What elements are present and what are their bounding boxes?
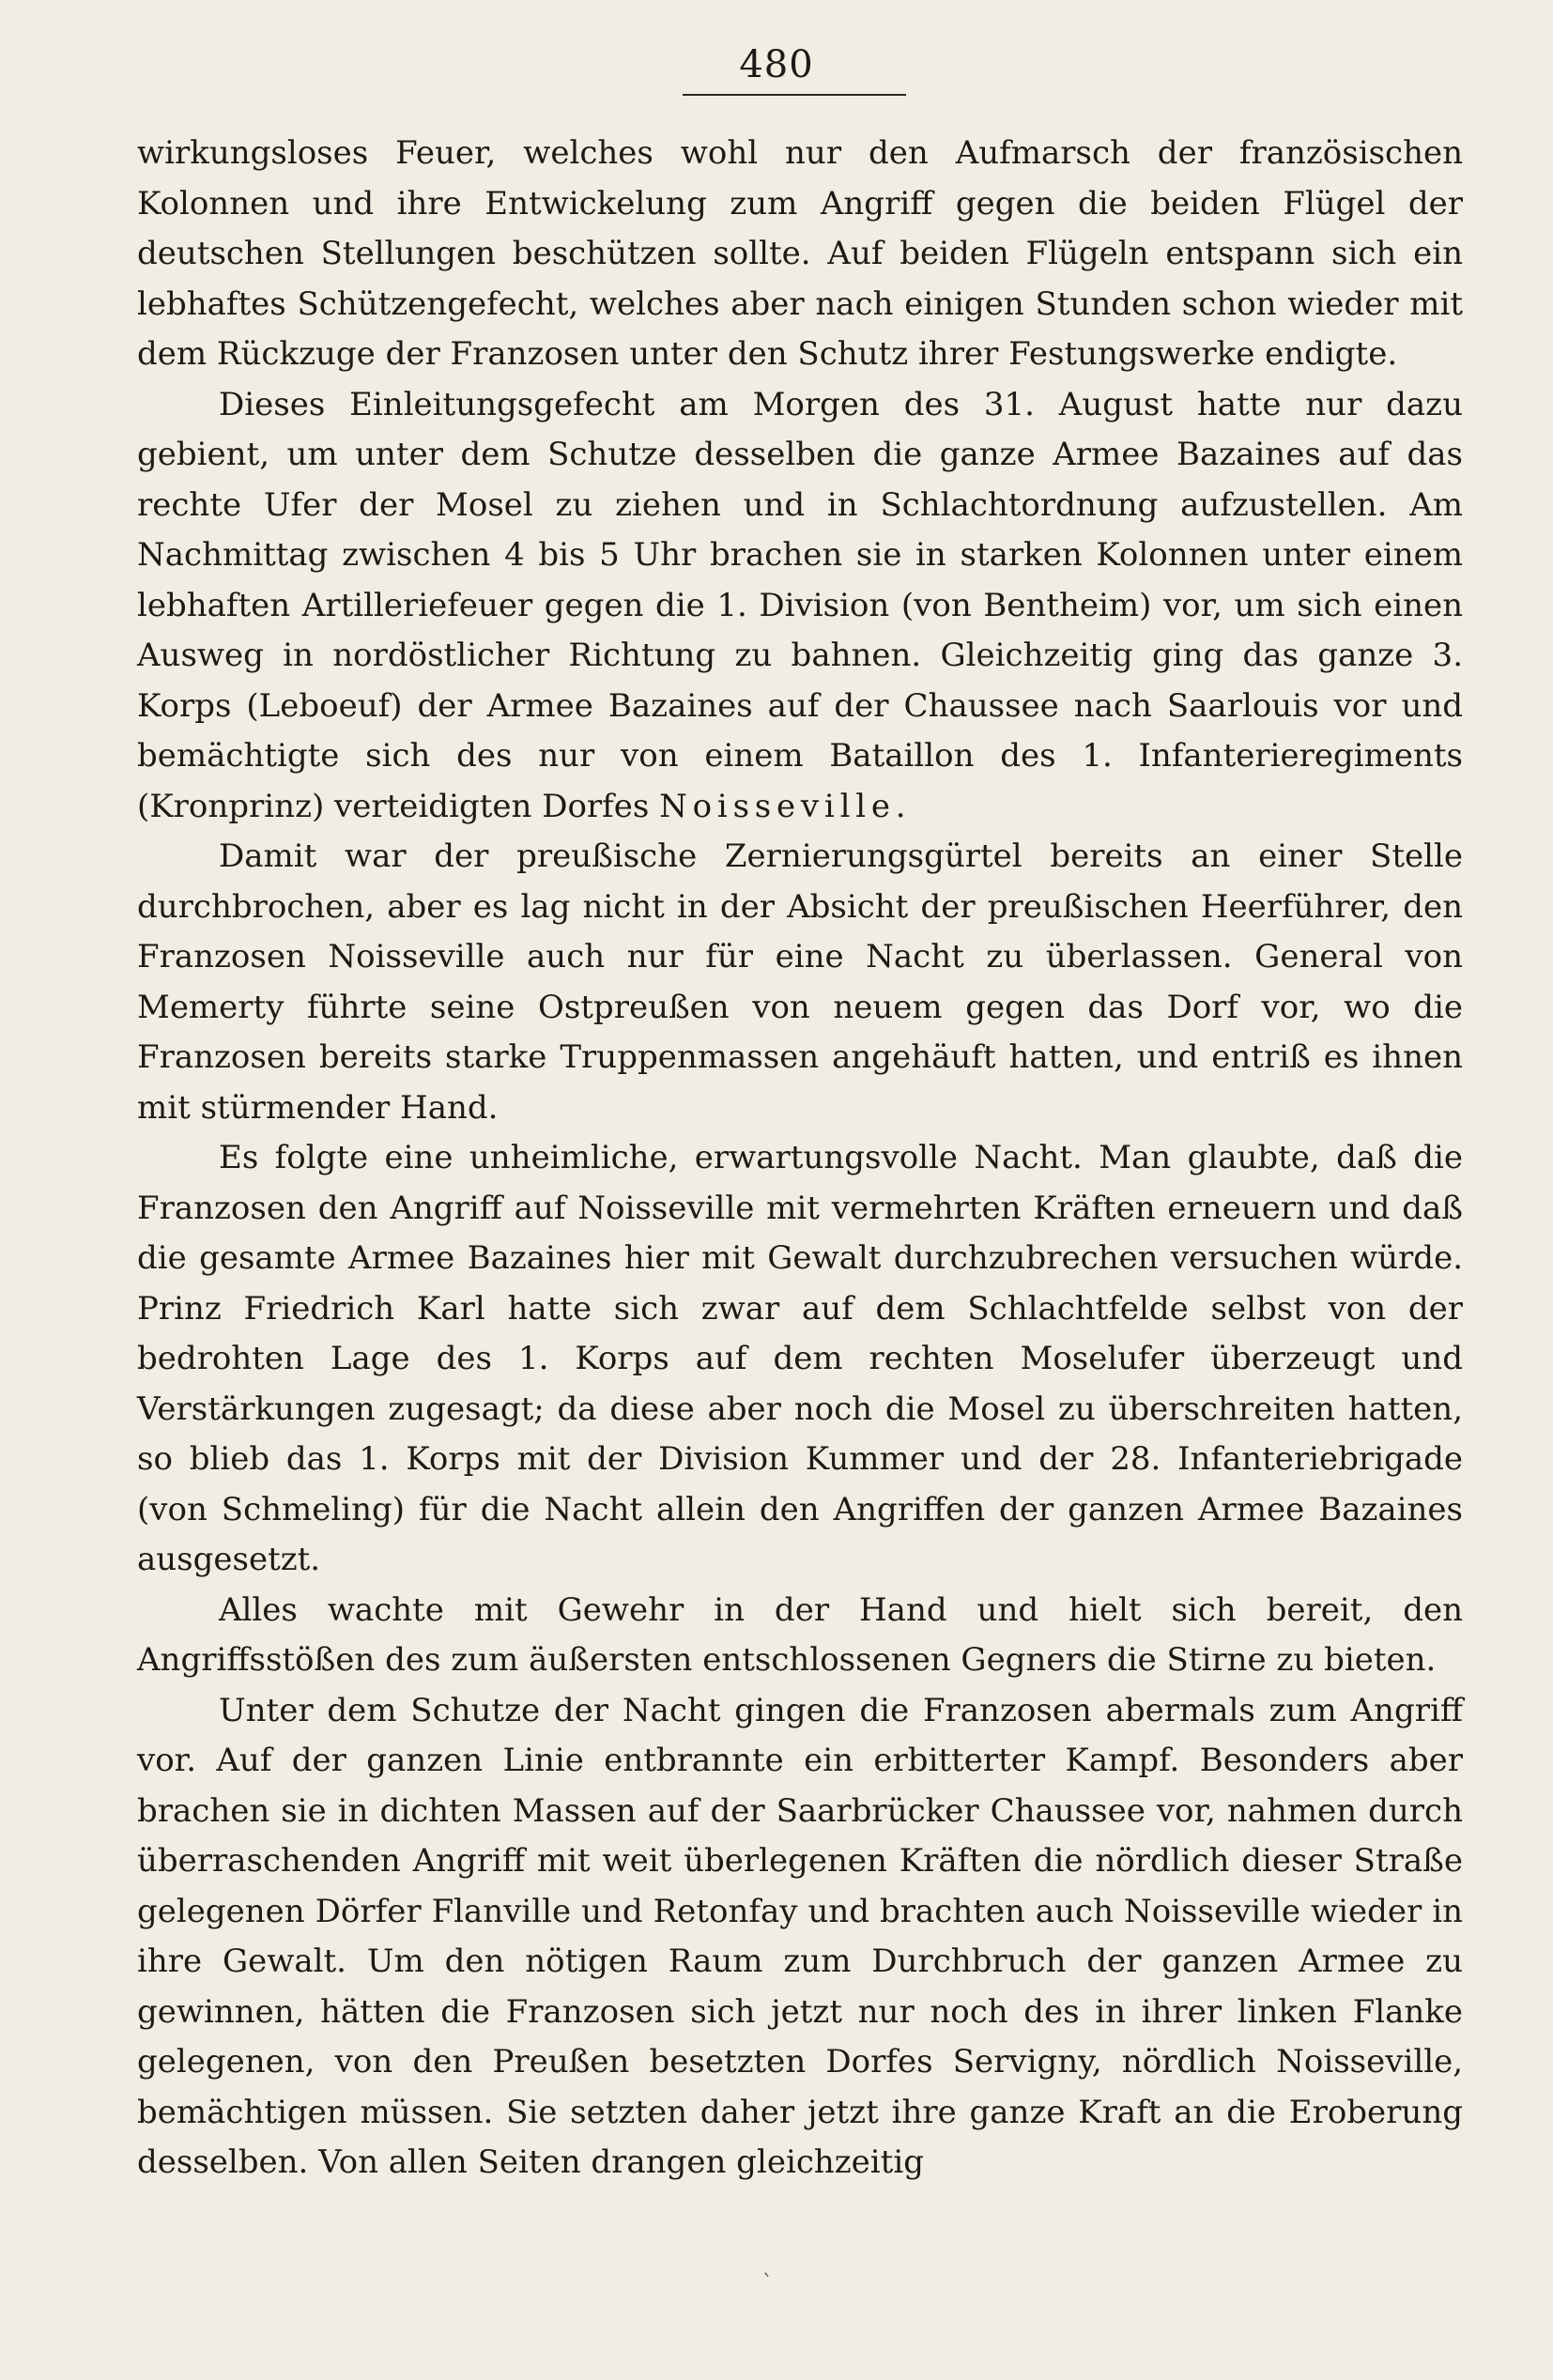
page-number: 480 — [739, 43, 814, 86]
paragraph-2 — [137, 380, 1463, 833]
paragraph-3: Damit war der preußische Zernierungsgürtel bereits an einer Stelle durchbrochen, aber es lag nicht in der Absicht der preußischen Heerführer, den Franzosen Noisseville auch nur für eine Nacht zu überlassen. General von Memerty führte seine Ostpreußen von neuem gegen das Dorf vor, wo die Franzosen bereits starke Truppenmassen angehäuft hatten, und entriß es ihnen mit stürmender Hand. — [137, 837, 1463, 1127]
body-text — [137, 129, 1463, 2188]
paragraph-2-text: Dieses Einleitungsgefecht am Morgen des 31. August hatte nur dazu gebient, um unter dem Schutze desselben die ganze Armee Bazaines auf das rechte Ufer der Mosel zu ziehen und in Schlachtordnung aufzustellen. Am Nachmittag zwischen 4 bis 5 Uhr brachen sie in starken Kolonnen unter einem lebhaften Artilleriefeuer gegen die 1. Division (von Bentheim) vor, um sich einen Ausweg in nordöstlicher Richtung zu bahnen. Gleichzeitig ging das ganze 3. Korps (Leboeuf) der Armee Bazaines auf der Chaussee nach Saarlouis vor und bemächtigte sich des nur von einem Bataillon des 1. Infanterieregiments (Kronprinz) verteidigten Dorfes — [137, 385, 1463, 825]
paragraph-5: Alles wachte mit Gewehr in der Hand und hielt sich bereit, den Angriffsstößen des zum äußersten entschlossenen Gegners die Stirne zu bieten. — [137, 1590, 1463, 1679]
stray-mark: ` — [762, 2272, 773, 2296]
spaced-place-name: Noisseville — [659, 787, 896, 825]
paragraph-4: Es folgte eine unheimliche, erwartungsvolle Nacht. Man glaubte, daß die Franzosen den Angriff auf Noisseville mit vermehrten Kräften erneuern und daß die gesamte Armee Bazaines hier mit Gewalt durchzubrechen versuchen würde. Prinz Friedrich Karl hatte sich zwar auf dem Schlachtfelde selbst von der bedrohten Lage des 1. Korps auf dem rechten Moselufer überzeugt und Verstärkungen zugesagt; da diese aber noch die Mosel zu überschreiten hatten, so blieb das 1. Korps mit der Division Kummer und der 28. Infanteriebrigade (von Schmeling) für die Nacht allein den Angriffen der ganzen Armee Bazaines ausgesetzt. — [137, 1139, 1463, 1578]
paragraph-6: Unter dem Schutze der Nacht gingen die Franzosen abermals zum Angriff vor. Auf der ganzen Linie entbrannte ein erbitterter Kampf. Besonders aber brachen sie in dichten Massen auf der Saarbrücker Chaussee vor, nahmen durch überraschenden Angriff mit weit überlegenen Kräften die nördlich dieser Straße gelegenen Dörfer Flanville und Retonfay und brachten auch Noisseville wieder in ihre Gewalt. Um den nötigen Raum zum Durchbruch der ganzen Armee zu gewinnen, hätten die Franzosen sich jetzt nur noch des in ihrer linken Flanke gelegenen, von den Preußen besetzten Dorfes Servigny, nördlich Noisseville, bemächtigen müssen. Sie setzten daher jetzt ihre ganze Kraft an die Eroberung desselben. Von allen Seiten drangen gleichzeitig — [137, 1691, 1463, 2181]
paragraph-2-end: . — [895, 787, 906, 825]
header-rule — [683, 94, 906, 96]
paragraph-1: wirkungsloses Feuer, welches wohl nur den Aufmarsch der französischen Kolonnen und ihre Entwickelung zum Angriff gegen die beiden Flügel der deutschen Stellungen beschützen sollte. Auf beiden Flügeln entspann sich ein lebhaftes Schützengefecht, welches aber nach einigen Stunden schon wieder mit dem Rückzuge der Franzosen unter den Schutz ihrer Festungswerke endigte. — [137, 134, 1463, 373]
